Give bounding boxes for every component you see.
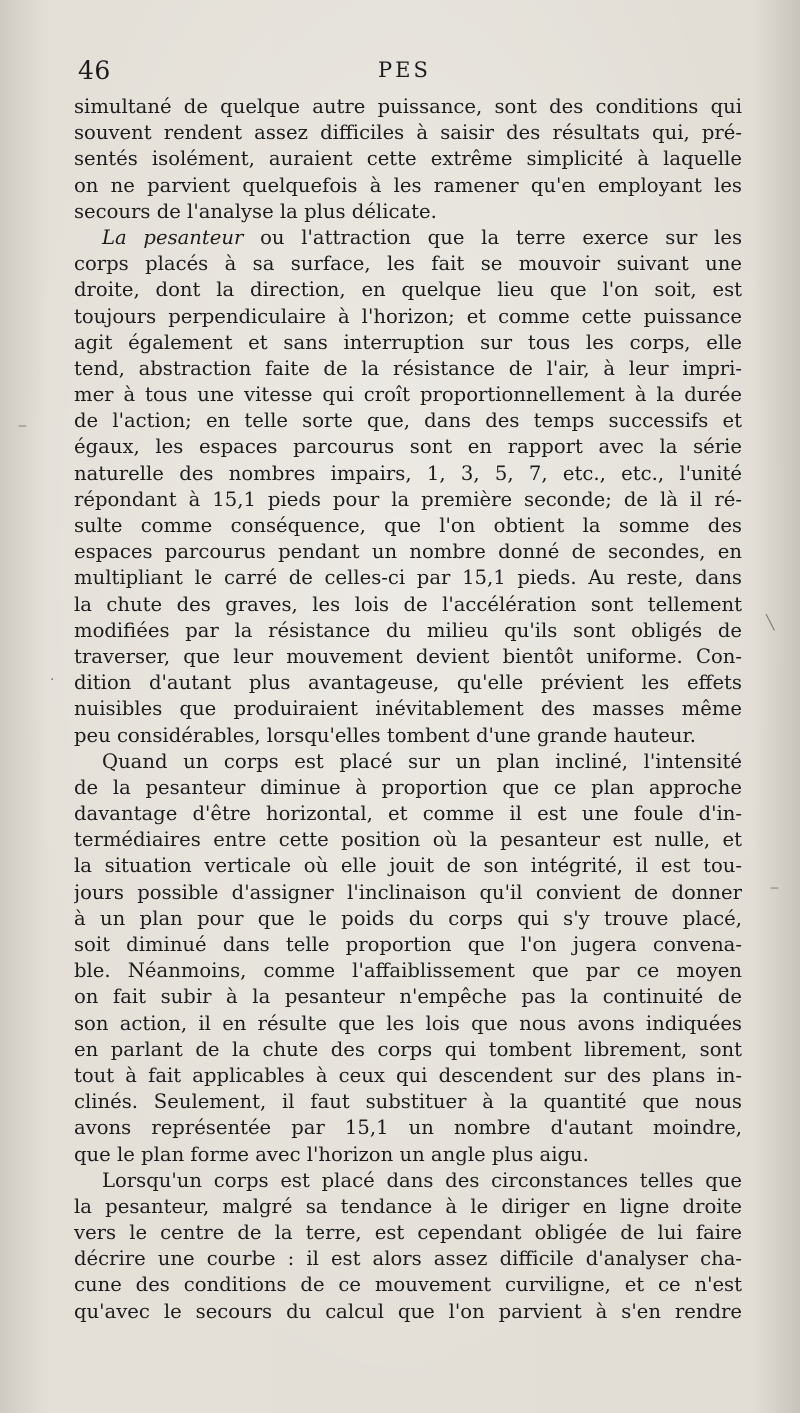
text-line: simultané de quelque autre puissance, sont des conditions qui (74, 95, 742, 118)
text-line: traverser, que leur mouvement devient bientôt uniforme. Con- (74, 644, 742, 668)
text-line: toujours perpendiculaire à l'horizon; et comme cette puissance (74, 304, 742, 328)
text-line: avons représentée par 15,1 un nombre d'autant moindre, (74, 1116, 742, 1140)
text-line: espaces parcourus pendant un nombre donné de secondes, en (74, 540, 742, 564)
text-line: secours de l'analyse la plus délicate. (74, 199, 437, 223)
text-line: mer à tous une vitesse qui croît proportionnellement à la durée (74, 383, 742, 407)
text-line: tend, abstraction faite de la résistance de l'air, à leur impri- (74, 356, 742, 380)
text-line: on ne parvient quelquefois à les ramener qu'en employant les (74, 173, 742, 197)
margin-mark: ‒ (770, 880, 779, 896)
text-line: souvent rendent assez difficiles à saisir des résultats qui, pré- (74, 121, 742, 145)
text-line: modifiées par la résistance du milieu qu'ils sont obligés de (74, 618, 742, 642)
text-line: tout à fait applicables à ceux qui descendent sur des plans in- (74, 1063, 742, 1087)
text-line: la chute des graves, les lois de l'accélération sont tellement (74, 592, 742, 616)
text-line-rest: ou l'attraction que la terre exerce sur les (243, 225, 742, 249)
text-line: égaux, les espaces parcourus sont en rapport avec la série (74, 435, 742, 459)
page-header (78, 56, 738, 92)
margin-mark: · (50, 672, 55, 688)
italic-term: La pesanteur (102, 225, 244, 249)
text-line: on fait subir à la pesanteur n'empêche pas la continuité de (74, 985, 742, 1009)
text-line: peu considérables, lorsqu'elles tombent d'une grande hauteur. (74, 723, 696, 747)
text-line: nuisibles que produiraient inévitablement des masses même (74, 697, 742, 721)
body-text (74, 94, 742, 1325)
text-line: soit diminué dans telle proportion que l'on jugera convena- (74, 933, 742, 956)
text-line: agit également et sans interruption sur tous les corps, elle (74, 330, 742, 354)
text-line: Quand un corps est placé sur un plan incliné, l'intensité (102, 749, 742, 773)
text-line: droite, dont la direction, en quelque lieu que l'on soit, est (74, 278, 742, 302)
text-line: décrire une courbe : il est alors assez difficile d'analyser cha- (74, 1247, 742, 1271)
text-line: en parlant de la chute des corps qui tombent librement, sont (74, 1037, 742, 1061)
text-line: multipliant le carré de celles-ci par 15,1 pieds. Au reste, dans (74, 566, 742, 590)
text-line: dition d'autant plus avantageuse, qu'elle prévient les effets (74, 671, 742, 695)
text-line: de l'action; en telle sorte que, dans des temps successifs et (74, 409, 742, 433)
text-line: vers le centre de la terre, est cependant obligée de lui faire (74, 1221, 742, 1245)
text-line: son action, il en résulte que les lois que nous avons indiquées (74, 1011, 742, 1035)
text-line: termédiaires entre cette position où la pesanteur est nulle, et (74, 828, 742, 852)
text-line: cune des conditions de ce mouvement curviligne, et ce n'est (74, 1273, 742, 1297)
text-line: clinés. Seulement, il faut substituer à la quantité que nous (74, 1090, 742, 1114)
text-line: que le plan forme avec l'horizon un angle plus aigu. (74, 1142, 589, 1166)
text-line: Lorsqu'un corps est placé dans des circonstances telles que (102, 1168, 742, 1192)
text-line: sulte comme conséquence, que l'on obtient la somme des (74, 514, 742, 537)
running-head: PES (378, 58, 431, 82)
page-number: 46 (78, 56, 111, 85)
text-line: ble. Néanmoins, comme l'affaiblissement que par ce moyen (74, 959, 742, 983)
text-line: la pesanteur, malgré sa tendance à le diriger en ligne droite (74, 1194, 742, 1218)
text-line: de la pesanteur diminue à proportion que ce plan approche (74, 775, 742, 799)
text-line: davantage d'être horizontal, et comme il est une foule d'in- (74, 802, 742, 826)
text-line: sentés isolément, auraient cette extrême simplicité à laquelle (74, 147, 742, 171)
text-line: naturelle des nombres impairs, 1, 3, 5, 7, etc., etc., l'unité (74, 461, 742, 485)
text-line: qu'avec le secours du calcul que l'on parvient à s'en rendre (74, 1299, 742, 1323)
text-line: la situation verticale où elle jouit de son intégrité, il est tou- (74, 854, 742, 878)
margin-mark: ╲ (766, 615, 775, 631)
text-line (74, 225, 742, 251)
text-line: répondant à 15,1 pieds pour la première seconde; de là il ré- (74, 487, 742, 511)
text-line: corps placés à sa surface, les fait se mouvoir suivant une (74, 252, 742, 276)
text-line: jours possible d'assigner l'inclinaison qu'il convient de donner (74, 880, 742, 904)
text-line: à un plan pour que le poids du corps qui s'y trouve placé, (74, 906, 742, 930)
margin-mark: ‒ (18, 418, 27, 434)
